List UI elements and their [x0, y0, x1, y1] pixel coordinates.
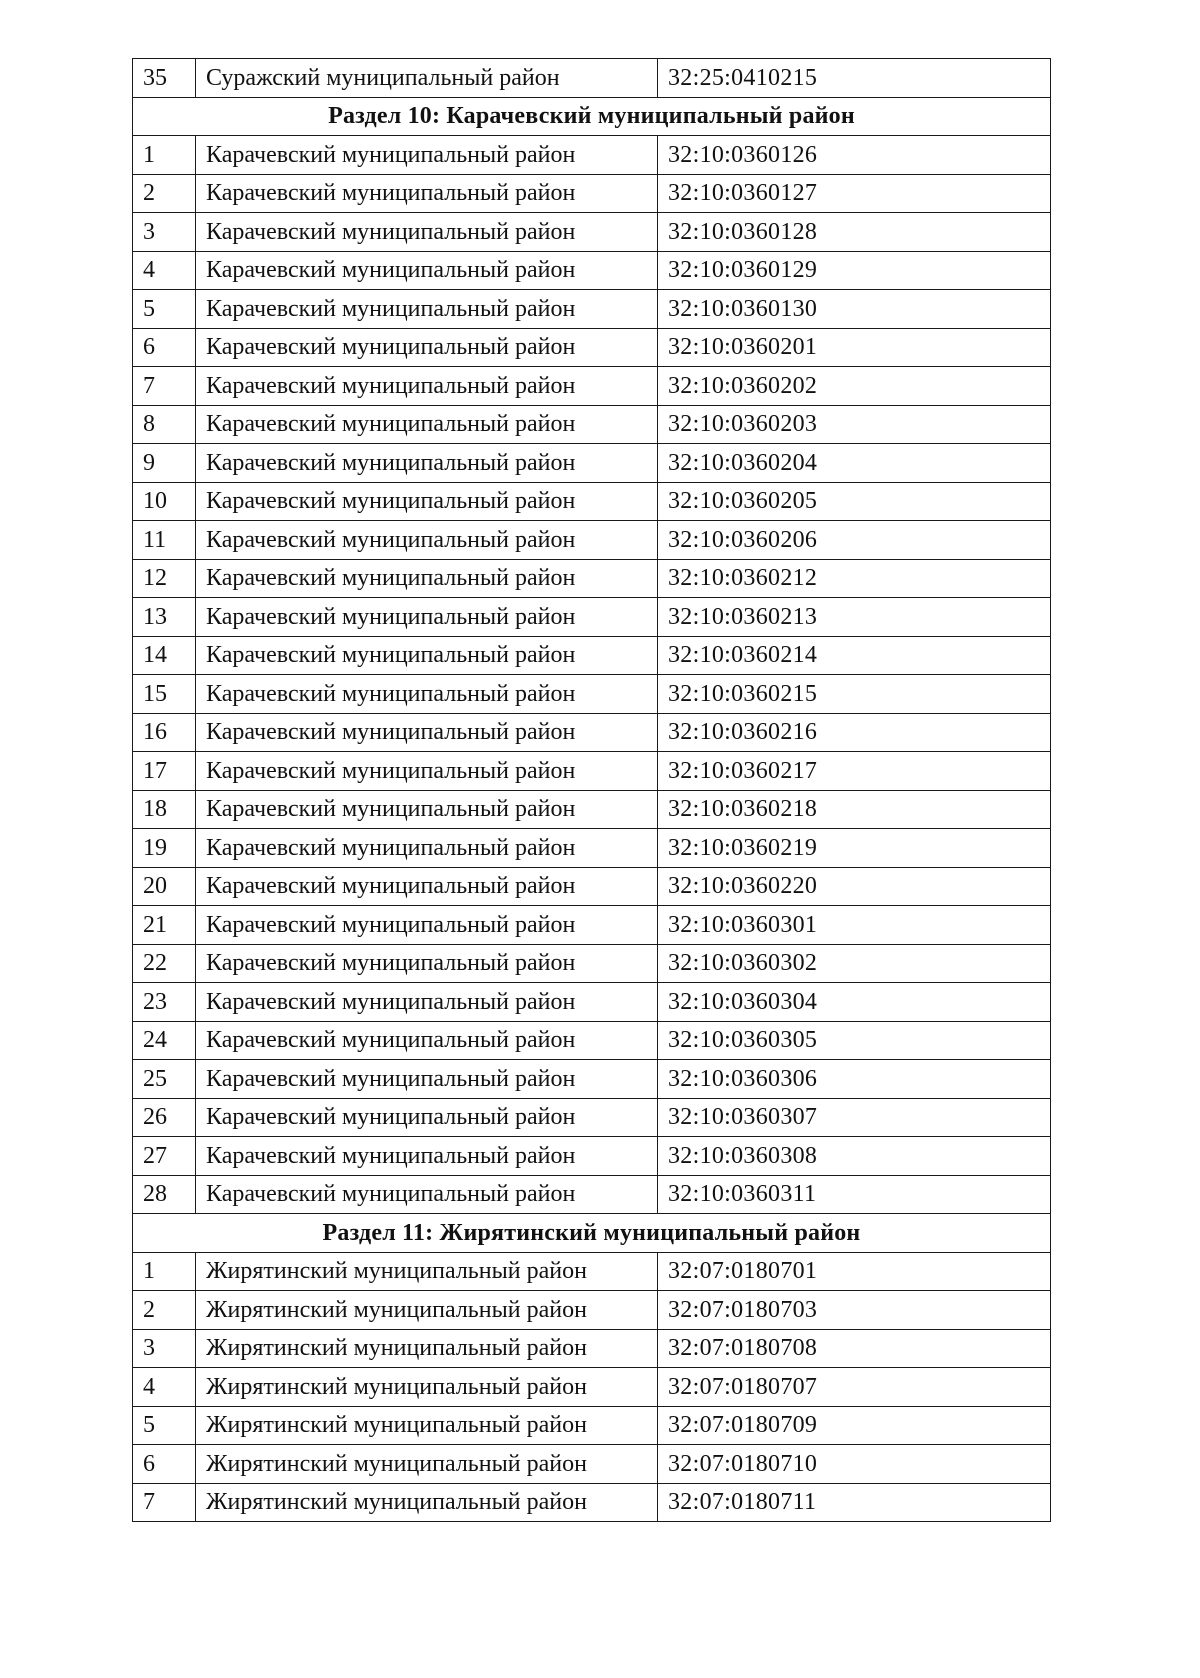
table-row [133, 59, 1051, 98]
cadastral-code-cell: 32:07:0180708 [658, 1329, 1051, 1368]
table-row [133, 944, 1051, 983]
table-row [133, 752, 1051, 791]
row-number-cell: 1 [133, 1252, 196, 1291]
district-name-cell: Жирятинский муниципальный район [196, 1406, 658, 1445]
section-header-row [133, 97, 1051, 136]
row-number-cell: 35 [133, 59, 196, 98]
table-row [133, 1406, 1051, 1445]
district-name-cell: Карачевский муниципальный район [196, 829, 658, 868]
cadastral-code-cell: 32:10:0360304 [658, 983, 1051, 1022]
cadastral-code-cell: 32:10:0360202 [658, 367, 1051, 406]
row-number-cell: 20 [133, 867, 196, 906]
table-row [133, 251, 1051, 290]
row-number-cell: 16 [133, 713, 196, 752]
row-number-cell: 15 [133, 675, 196, 714]
cadastral-code-cell: 32:07:0180703 [658, 1291, 1051, 1330]
row-number-cell: 5 [133, 290, 196, 329]
row-number-cell: 18 [133, 790, 196, 829]
section-header-row [133, 1214, 1051, 1253]
cadastral-code-cell: 32:10:0360126 [658, 136, 1051, 175]
row-number-cell: 11 [133, 521, 196, 560]
cadastral-code-cell: 32:10:0360301 [658, 906, 1051, 945]
cadastral-code-cell: 32:10:0360218 [658, 790, 1051, 829]
table-row [133, 405, 1051, 444]
row-number-cell: 13 [133, 598, 196, 637]
cadastral-code-cell: 32:10:0360311 [658, 1175, 1051, 1214]
table-row [133, 136, 1051, 175]
district-name-cell: Суражский муниципальный район [196, 59, 658, 98]
district-name-cell: Карачевский муниципальный район [196, 790, 658, 829]
district-name-cell: Карачевский муниципальный район [196, 944, 658, 983]
section-title: Раздел 11: Жирятинский муниципальный район [133, 1214, 1051, 1253]
table-row [133, 790, 1051, 829]
table-row [133, 444, 1051, 483]
district-name-cell: Карачевский муниципальный район [196, 906, 658, 945]
cadastral-code-cell: 32:07:0180701 [658, 1252, 1051, 1291]
table-row [133, 1329, 1051, 1368]
cadastral-code-cell: 32:07:0180710 [658, 1445, 1051, 1484]
district-name-cell: Карачевский муниципальный район [196, 752, 658, 791]
section-title: Раздел 10: Карачевский муниципальный район [133, 97, 1051, 136]
table-row [133, 675, 1051, 714]
row-number-cell: 8 [133, 405, 196, 444]
district-name-cell: Карачевский муниципальный район [196, 213, 658, 252]
cadastral-code-cell: 32:10:0360205 [658, 482, 1051, 521]
cadastral-code-cell: 32:10:0360213 [658, 598, 1051, 637]
cadastral-code-cell: 32:10:0360204 [658, 444, 1051, 483]
cadastral-code-cell: 32:10:0360212 [658, 559, 1051, 598]
district-name-cell: Карачевский муниципальный район [196, 598, 658, 637]
district-name-cell: Карачевский муниципальный район [196, 713, 658, 752]
table-row [133, 1175, 1051, 1214]
cadastral-code-cell: 32:10:0360130 [658, 290, 1051, 329]
table-row [133, 1368, 1051, 1407]
row-number-cell: 25 [133, 1060, 196, 1099]
table-row [133, 1445, 1051, 1484]
table-row [133, 829, 1051, 868]
district-name-cell: Карачевский муниципальный район [196, 405, 658, 444]
table-row [133, 713, 1051, 752]
cadastral-code-cell: 32:10:0360214 [658, 636, 1051, 675]
district-name-cell: Карачевский муниципальный район [196, 290, 658, 329]
table-row [133, 1291, 1051, 1330]
row-number-cell: 23 [133, 983, 196, 1022]
cadastral-code-cell: 32:10:0360216 [658, 713, 1051, 752]
district-name-cell: Карачевский муниципальный район [196, 444, 658, 483]
row-number-cell: 24 [133, 1021, 196, 1060]
district-name-cell: Карачевский муниципальный район [196, 251, 658, 290]
district-name-cell: Жирятинский муниципальный район [196, 1368, 658, 1407]
cadastral-code-cell: 32:10:0360307 [658, 1098, 1051, 1137]
district-name-cell: Карачевский муниципальный район [196, 328, 658, 367]
row-number-cell: 5 [133, 1406, 196, 1445]
cadastral-code-cell: 32:10:0360220 [658, 867, 1051, 906]
district-name-cell: Жирятинский муниципальный район [196, 1329, 658, 1368]
district-name-cell: Карачевский муниципальный район [196, 1060, 658, 1099]
row-number-cell: 26 [133, 1098, 196, 1137]
table-row [133, 1098, 1051, 1137]
row-number-cell: 3 [133, 213, 196, 252]
table-row [133, 636, 1051, 675]
row-number-cell: 4 [133, 251, 196, 290]
table-row [133, 1137, 1051, 1176]
row-number-cell: 10 [133, 482, 196, 521]
cadastral-code-cell: 32:10:0360305 [658, 1021, 1051, 1060]
row-number-cell: 9 [133, 444, 196, 483]
row-number-cell: 19 [133, 829, 196, 868]
row-number-cell: 21 [133, 906, 196, 945]
table-row [133, 559, 1051, 598]
row-number-cell: 28 [133, 1175, 196, 1214]
district-name-cell: Карачевский муниципальный район [196, 867, 658, 906]
table-row [133, 521, 1051, 560]
district-name-cell: Карачевский муниципальный район [196, 1098, 658, 1137]
row-number-cell: 22 [133, 944, 196, 983]
district-name-cell: Карачевский муниципальный район [196, 367, 658, 406]
row-number-cell: 27 [133, 1137, 196, 1176]
row-number-cell: 14 [133, 636, 196, 675]
district-name-cell: Карачевский муниципальный район [196, 1175, 658, 1214]
table-row [133, 213, 1051, 252]
table-row [133, 1252, 1051, 1291]
cadastral-code-cell: 32:10:0360219 [658, 829, 1051, 868]
cadastral-table [132, 58, 1051, 1522]
table-row [133, 290, 1051, 329]
row-number-cell: 2 [133, 1291, 196, 1330]
district-name-cell: Карачевский муниципальный район [196, 482, 658, 521]
row-number-cell: 4 [133, 1368, 196, 1407]
district-name-cell: Карачевский муниципальный район [196, 1137, 658, 1176]
cadastral-code-cell: 32:07:0180707 [658, 1368, 1051, 1407]
district-name-cell: Карачевский муниципальный район [196, 559, 658, 598]
district-name-cell: Жирятинский муниципальный район [196, 1445, 658, 1484]
cadastral-code-cell: 32:10:0360302 [658, 944, 1051, 983]
cadastral-code-cell: 32:10:0360127 [658, 174, 1051, 213]
district-name-cell: Карачевский муниципальный район [196, 983, 658, 1022]
row-number-cell: 6 [133, 328, 196, 367]
table-row [133, 328, 1051, 367]
table-body [133, 59, 1051, 1522]
cadastral-code-cell: 32:25:0410215 [658, 59, 1051, 98]
district-name-cell: Карачевский муниципальный район [196, 636, 658, 675]
table-row [133, 1060, 1051, 1099]
table-row [133, 1021, 1051, 1060]
cadastral-code-cell: 32:10:0360129 [658, 251, 1051, 290]
row-number-cell: 17 [133, 752, 196, 791]
cadastral-code-cell: 32:10:0360306 [658, 1060, 1051, 1099]
table-row [133, 906, 1051, 945]
cadastral-code-cell: 32:10:0360308 [658, 1137, 1051, 1176]
district-name-cell: Жирятинский муниципальный район [196, 1252, 658, 1291]
district-name-cell: Карачевский муниципальный район [196, 521, 658, 560]
row-number-cell: 7 [133, 1483, 196, 1522]
cadastral-code-cell: 32:10:0360201 [658, 328, 1051, 367]
row-number-cell: 6 [133, 1445, 196, 1484]
district-name-cell: Жирятинский муниципальный район [196, 1483, 658, 1522]
row-number-cell: 7 [133, 367, 196, 406]
table-row [133, 867, 1051, 906]
district-name-cell: Карачевский муниципальный район [196, 1021, 658, 1060]
cadastral-code-cell: 32:10:0360128 [658, 213, 1051, 252]
row-number-cell: 12 [133, 559, 196, 598]
table-row [133, 367, 1051, 406]
district-name-cell: Жирятинский муниципальный район [196, 1291, 658, 1330]
table-row [133, 983, 1051, 1022]
cadastral-code-cell: 32:10:0360206 [658, 521, 1051, 560]
table-row [133, 482, 1051, 521]
district-name-cell: Карачевский муниципальный район [196, 136, 658, 175]
table-row [133, 174, 1051, 213]
cadastral-code-cell: 32:10:0360203 [658, 405, 1051, 444]
district-name-cell: Карачевский муниципальный район [196, 675, 658, 714]
row-number-cell: 2 [133, 174, 196, 213]
row-number-cell: 3 [133, 1329, 196, 1368]
cadastral-code-cell: 32:10:0360217 [658, 752, 1051, 791]
row-number-cell: 1 [133, 136, 196, 175]
table-row [133, 598, 1051, 637]
cadastral-code-cell: 32:07:0180709 [658, 1406, 1051, 1445]
table-row [133, 1483, 1051, 1522]
cadastral-code-cell: 32:07:0180711 [658, 1483, 1051, 1522]
district-name-cell: Карачевский муниципальный район [196, 174, 658, 213]
cadastral-code-cell: 32:10:0360215 [658, 675, 1051, 714]
